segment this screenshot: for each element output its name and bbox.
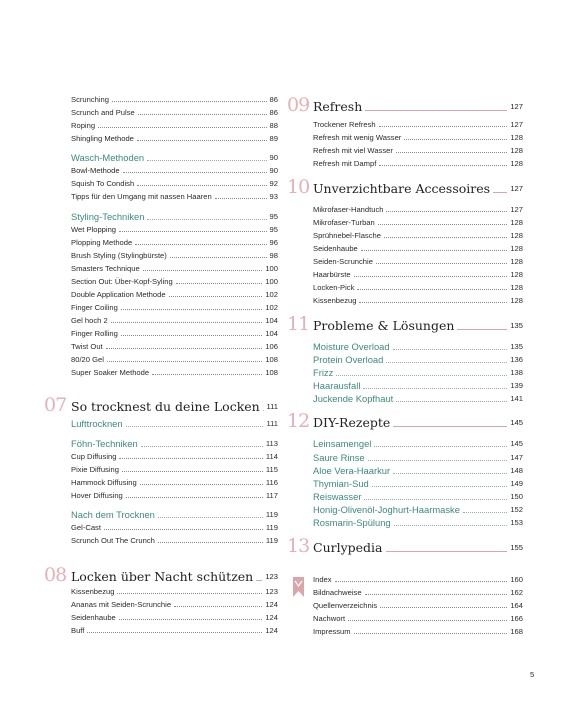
chapter-heading <box>313 539 523 557</box>
leader-dots <box>404 139 507 140</box>
chapter-heading <box>313 414 523 432</box>
entry-title: Kissenbezug <box>313 296 357 305</box>
entry-title: Scrunching <box>71 95 109 104</box>
toc-entry <box>313 575 523 585</box>
leader-dots <box>396 401 507 402</box>
page-ref: 128 <box>510 270 523 279</box>
chapter-number: 08 <box>44 564 67 586</box>
leader-dots <box>394 525 508 526</box>
page-ref: 128 <box>510 218 523 227</box>
toc-entry <box>71 465 278 475</box>
page-ref: 86 <box>269 95 278 104</box>
entry-title: Gel hoch 2 <box>71 316 108 325</box>
page-ref: 124 <box>265 613 278 622</box>
chapter-number: 11 <box>287 313 310 335</box>
page-ref: 111 <box>266 402 278 411</box>
toc-entry <box>71 316 278 326</box>
chapter-heading <box>313 317 523 335</box>
chapter-title: DIY-Rezepte <box>313 415 391 430</box>
toc-section <box>313 354 523 366</box>
toc-entry <box>313 296 523 306</box>
leader-dots <box>359 302 507 303</box>
toc-entry <box>71 192 278 202</box>
entry-title: Scrunch and Pulse <box>71 108 135 117</box>
entry-title: Seidenhaube <box>71 613 116 622</box>
entry-title: Buff <box>71 626 85 635</box>
leader-dots <box>123 172 267 173</box>
leader-dots <box>107 361 262 362</box>
toc-section <box>313 341 523 353</box>
entry-title: Squish To Condish <box>71 179 135 188</box>
page-ref: 153 <box>510 518 523 527</box>
leader-dots <box>393 426 507 427</box>
leader-dots <box>140 484 263 485</box>
chapter-title: Unverzichtbare Accessoires <box>313 181 491 196</box>
leader-dots <box>386 551 508 552</box>
leader-dots <box>393 349 508 350</box>
toc-entry <box>71 355 278 365</box>
toc-entry <box>313 133 523 143</box>
chapter-title: Refresh <box>313 99 363 114</box>
page-ref: 135 <box>510 321 523 330</box>
page-ref: 147 <box>510 453 523 462</box>
leader-dots <box>256 580 262 581</box>
toc-section <box>71 418 278 430</box>
leader-dots <box>170 257 267 258</box>
bookmark-ribbon-icon <box>293 577 304 597</box>
toc-entry <box>71 491 278 501</box>
leader-dots <box>126 426 264 427</box>
entry-title: Refresh mit viel Wasser <box>313 146 393 155</box>
toc-entry <box>313 244 523 254</box>
entry-title: Lufttrocknen <box>71 418 123 429</box>
entry-title: Index <box>313 575 332 584</box>
entry-title: Mikrofaser-Handtuch <box>313 205 384 214</box>
entry-title: Trockener Refresh <box>313 120 376 129</box>
entry-title: 80/20 Gel <box>71 355 104 364</box>
chapter-number: 13 <box>287 535 310 557</box>
toc-entry <box>71 626 278 636</box>
leader-dots <box>117 593 262 594</box>
page-ref: 117 <box>265 491 278 500</box>
leader-dots <box>364 499 507 500</box>
toc-section <box>313 380 523 392</box>
page-ref: 106 <box>265 342 278 351</box>
leader-dots <box>98 127 266 128</box>
leader-dots <box>111 322 263 323</box>
toc-section <box>313 452 523 464</box>
entry-title: Reiswasser <box>313 491 362 502</box>
entry-title: Moisture Overload <box>313 341 390 352</box>
entry-title: Locken-Pick <box>313 283 355 292</box>
toc-entry <box>71 251 278 261</box>
toc-section <box>313 393 523 405</box>
chapter-title: Probleme & Lösungen <box>313 318 455 333</box>
page-ref: 160 <box>510 575 523 584</box>
entry-title: Saure Rinse <box>313 452 365 463</box>
entry-title: Honig-Olivenöl-Joghurt-Haarmaske <box>313 504 460 515</box>
entry-title: Mikrofaser-Turban <box>313 218 375 227</box>
page-ref: 102 <box>265 290 278 299</box>
page-ref: 92 <box>269 179 278 188</box>
toc-entry <box>71 179 278 189</box>
leader-dots <box>380 607 507 608</box>
page-ref: 95 <box>269 225 278 234</box>
leader-dots <box>348 620 507 621</box>
leader-dots <box>112 101 267 102</box>
leader-dots <box>121 309 262 310</box>
toc-entry <box>71 134 278 144</box>
chapter-number: 10 <box>287 176 310 198</box>
entry-title: Seidenhaube <box>313 244 358 253</box>
leader-dots <box>176 283 263 284</box>
entry-title: Quellenverzeichnis <box>313 601 378 610</box>
chapter-title: Locken über Nacht schützen <box>71 569 254 584</box>
page-ref: 128 <box>510 283 523 292</box>
toc-entry <box>71 613 278 623</box>
leader-dots <box>463 512 507 513</box>
entry-title: Juckende Kopfhaut <box>313 393 394 404</box>
entry-title: Leinsamengel <box>313 438 372 449</box>
toc-entry <box>71 121 278 131</box>
toc-entry <box>71 238 278 248</box>
entry-title: Brush Styling (Stylingbürste) <box>71 251 167 260</box>
entry-title: Kissenbezug <box>71 587 115 596</box>
entry-title: Aloe Vera-Haarkur <box>313 465 391 476</box>
toc-entry <box>71 342 278 352</box>
entry-title: Refresh mit wenig Wasser <box>313 133 402 142</box>
leader-dots <box>384 237 507 238</box>
entry-title: Rosmarin-Spülung <box>313 517 391 528</box>
page-ref: 108 <box>265 355 278 364</box>
entry-title: Ananas mit Seiden-Scrunchie <box>71 600 172 609</box>
leader-dots <box>361 250 508 251</box>
toc-entry <box>71 587 278 597</box>
leader-dots <box>121 335 262 336</box>
page-ref: 135 <box>510 342 523 351</box>
entry-title: Frizz <box>313 367 334 378</box>
toc-entry <box>313 218 523 228</box>
entry-title: Roping <box>71 121 96 130</box>
leader-dots <box>215 198 267 199</box>
page-ref: 100 <box>265 264 278 273</box>
leader-dots <box>378 224 508 225</box>
toc-entry <box>313 146 523 156</box>
chapter-number: 09 <box>287 94 310 116</box>
toc-section <box>313 465 523 477</box>
entry-title: Plopping Methode <box>71 238 133 247</box>
page-number: 5 <box>530 670 535 679</box>
page-ref: 93 <box>269 192 278 201</box>
entry-title: Smasters Technique <box>71 264 140 273</box>
toc-section <box>71 438 278 450</box>
leader-dots <box>104 529 263 530</box>
page-ref: 119 <box>265 510 278 519</box>
page-ref: 152 <box>510 505 523 514</box>
page-ref: 128 <box>510 296 523 305</box>
entry-title: Finger Rolling <box>71 329 118 338</box>
entry-title: Protein Overload <box>313 354 384 365</box>
toc-entry <box>313 601 523 611</box>
toc-entry <box>71 166 278 176</box>
leader-dots <box>379 126 508 127</box>
toc-entry <box>313 205 523 215</box>
toc-entry <box>313 627 523 637</box>
chapter-heading <box>313 180 523 198</box>
toc-entry <box>71 290 278 300</box>
page-ref: 127 <box>510 102 523 111</box>
page-ref: 88 <box>269 121 278 130</box>
entry-title: Styling-Techniken <box>71 211 145 222</box>
leader-dots <box>141 446 263 447</box>
page-ref: 162 <box>510 588 523 597</box>
leader-dots <box>493 192 507 193</box>
toc-section <box>71 509 278 521</box>
page-ref: 148 <box>510 466 523 475</box>
leader-dots <box>135 244 266 245</box>
page-ref: 100 <box>265 277 278 286</box>
page-ref: 90 <box>269 153 278 162</box>
toc-entry <box>313 614 523 624</box>
page-ref: 115 <box>265 465 278 474</box>
leader-dots <box>263 410 264 411</box>
leader-dots <box>152 374 262 375</box>
entry-title: Super Soaker Methode <box>71 368 150 377</box>
entry-title: Impressum <box>313 627 351 636</box>
toc-entry <box>71 303 278 313</box>
leader-dots <box>158 517 263 518</box>
entry-title: Nach dem Trocknen <box>71 509 155 520</box>
entry-title: Finger Coiling <box>71 303 118 312</box>
page-ref: 123 <box>265 572 278 581</box>
chapter-number: 07 <box>44 394 67 416</box>
leader-dots <box>147 219 266 220</box>
entry-title: Twist Out <box>71 342 103 351</box>
leader-dots <box>169 296 263 297</box>
entry-title: Bildnachweise <box>313 588 362 597</box>
toc-entry <box>313 257 523 267</box>
page-ref: 164 <box>510 601 523 610</box>
entry-title: Seiden-Scrunchie <box>313 257 373 266</box>
toc-section <box>313 478 523 490</box>
page-ref: 114 <box>265 452 278 461</box>
chapter-title: Curlypedia <box>313 540 383 555</box>
leader-dots <box>354 633 508 634</box>
page-ref: 90 <box>269 166 278 175</box>
entry-title: Wasch-Methoden <box>71 152 145 163</box>
leader-dots <box>119 458 262 459</box>
toc-entry <box>71 523 278 533</box>
leader-dots <box>138 114 267 115</box>
entry-title: Section Out: Über-Kopf-Syling <box>71 277 173 286</box>
entry-title: Thymian-Sud <box>313 478 369 489</box>
toc-entry <box>71 368 278 378</box>
entry-title: Haarausfall <box>313 380 361 391</box>
chapter-heading <box>313 98 523 116</box>
page-ref: 113 <box>265 439 278 448</box>
page-ref: 168 <box>510 627 523 636</box>
leader-dots <box>354 276 508 277</box>
entry-title: Tipps für den Umgang mit nassen Haaren <box>71 192 212 201</box>
leader-dots <box>119 619 263 620</box>
toc-entry <box>71 108 278 118</box>
entry-title: Gel-Cast <box>71 523 101 532</box>
page-ref: 127 <box>510 184 523 193</box>
page-ref: 95 <box>269 212 278 221</box>
page-ref: 145 <box>510 418 523 427</box>
leader-dots <box>119 231 267 232</box>
page-ref: 104 <box>265 316 278 325</box>
toc-entry <box>313 588 523 598</box>
page-ref: 136 <box>510 355 523 364</box>
leader-dots <box>376 263 507 264</box>
leader-dots <box>372 486 508 487</box>
toc-entry <box>313 120 523 130</box>
entry-title: Haarbürste <box>313 270 351 279</box>
page-ref: 150 <box>510 492 523 501</box>
entry-title: Wet Plopping <box>71 225 117 234</box>
toc-section <box>71 211 278 223</box>
entry-title: Double Application Methode <box>71 290 166 299</box>
page-ref: 124 <box>265 626 278 635</box>
leader-dots <box>106 348 263 349</box>
page-ref: 116 <box>265 478 278 487</box>
entry-title: Hover Diffusing <box>71 491 123 500</box>
toc-entry <box>313 159 523 169</box>
page-ref: 119 <box>265 523 278 532</box>
leader-dots <box>174 606 262 607</box>
entry-title: Föhn-Techniken <box>71 438 138 449</box>
toc-entry <box>313 270 523 280</box>
leader-dots <box>393 473 507 474</box>
page-ref: 111 <box>266 419 278 428</box>
toc-section <box>313 517 523 529</box>
page-ref: 139 <box>510 381 523 390</box>
entry-title: Cup Diffusing <box>71 452 117 461</box>
toc-section <box>313 491 523 503</box>
leader-dots <box>386 211 507 212</box>
page-ref: 104 <box>265 329 278 338</box>
toc-entry <box>71 600 278 610</box>
toc-entry <box>71 277 278 287</box>
leader-dots <box>379 165 507 166</box>
leader-dots <box>386 362 507 363</box>
entry-title: Nachwort <box>313 614 346 623</box>
page-ref: 128 <box>510 231 523 240</box>
toc-entry <box>71 452 278 462</box>
page-ref: 96 <box>269 238 278 247</box>
leader-dots <box>87 632 262 633</box>
page-ref: 145 <box>510 439 523 448</box>
page-ref: 155 <box>510 543 523 552</box>
page-ref: 98 <box>269 251 278 260</box>
toc-section <box>313 438 523 450</box>
toc-entry <box>71 95 278 105</box>
page-ref: 138 <box>510 368 523 377</box>
page-ref: 128 <box>510 257 523 266</box>
page-ref: 102 <box>265 303 278 312</box>
leader-dots <box>396 152 507 153</box>
page-ref: 86 <box>269 108 278 117</box>
chapter-heading <box>71 568 278 586</box>
leader-dots <box>368 460 508 461</box>
page-ref: 128 <box>510 159 523 168</box>
leader-dots <box>122 471 263 472</box>
page-ref: 128 <box>510 146 523 155</box>
leader-dots <box>363 388 507 389</box>
page-ref: 119 <box>265 536 278 545</box>
leader-dots <box>143 270 263 271</box>
leader-dots <box>374 446 507 447</box>
chapter-heading <box>71 398 278 416</box>
leader-dots <box>335 581 508 582</box>
entry-title: Hammock Diffusing <box>71 478 137 487</box>
leader-dots <box>147 160 266 161</box>
toc-section <box>313 504 523 516</box>
page-ref: 166 <box>510 614 523 623</box>
toc-section <box>313 367 523 379</box>
page-ref: 124 <box>265 600 278 609</box>
entry-title: Refresh mit Dampf <box>313 159 377 168</box>
toc-entry <box>313 283 523 293</box>
page-ref: 123 <box>265 587 278 596</box>
leader-dots <box>126 497 263 498</box>
leader-dots <box>457 329 507 330</box>
entry-title: Sprühnebel-Flasche <box>313 231 381 240</box>
entry-title: Pixie Diffusing <box>71 465 119 474</box>
leader-dots <box>357 289 507 290</box>
page-ref: 141 <box>510 394 523 403</box>
page-ref: 108 <box>265 368 278 377</box>
chapter-title: So trocknest du deine Locken <box>71 399 260 414</box>
leader-dots <box>137 185 266 186</box>
toc-entry <box>71 536 278 546</box>
entry-title: Bowl-Methode <box>71 166 120 175</box>
page-ref: 128 <box>510 244 523 253</box>
page-ref: 127 <box>510 120 523 129</box>
leader-dots <box>137 140 267 141</box>
page-ref: 128 <box>510 133 523 142</box>
toc-entry <box>71 225 278 235</box>
leader-dots <box>158 542 263 543</box>
page-ref: 127 <box>510 205 523 214</box>
leader-dots <box>365 110 507 111</box>
entry-title: Scrunch Out The Crunch <box>71 536 155 545</box>
leader-dots <box>336 375 507 376</box>
page-ref: 149 <box>510 479 523 488</box>
page-ref: 89 <box>269 134 278 143</box>
toc-entry <box>71 264 278 274</box>
toc-entry <box>313 231 523 241</box>
toc-section <box>71 152 278 164</box>
leader-dots <box>365 594 508 595</box>
toc-entry <box>71 478 278 488</box>
toc-entry <box>71 329 278 339</box>
chapter-number: 12 <box>287 410 310 432</box>
entry-title: Shingling Methode <box>71 134 134 143</box>
